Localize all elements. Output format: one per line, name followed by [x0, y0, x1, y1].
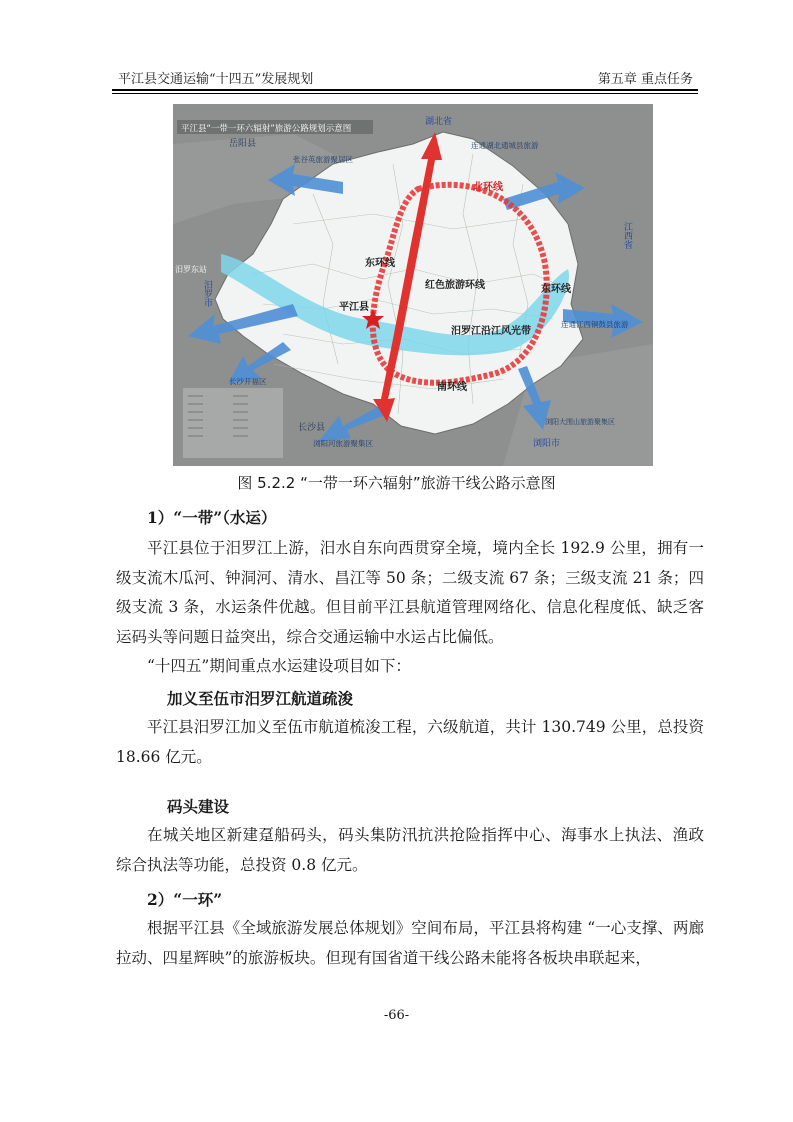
- header-doc-title: 平江县交通运输“十四五”发展规划: [118, 72, 314, 87]
- header-rule: [112, 89, 698, 91]
- section-heading-one-belt: 1）“一带”（水运）: [147, 508, 277, 527]
- label-donghuan-east: 东环线: [541, 284, 571, 295]
- paragraph-dredging: 平江县汨罗江加义至伍市航道梳浚工程，六级航道，共计 130.749 公里，总投资 18.66 亿元。: [116, 718, 704, 766]
- label-lian-jiangxi: 连通江西铜鼓县旅游: [561, 320, 629, 329]
- label-hubei: 湖北省: [425, 117, 453, 127]
- label-yueyang: 岳阳县: [229, 139, 257, 149]
- section-heading-one-ring: 2）“一环”: [147, 890, 223, 909]
- label-miluo-city: [202, 280, 213, 308]
- label-changsha-kaifu: 长沙开福区: [229, 377, 267, 386]
- paragraph-river-overview: 平江县位于汨罗江上游，汨水自东向西贯穿全境，境内全长 192.9 公里，拥有一级支流木瓜河、钟洞河、清水、昌江等 50 条；二级支流 67 条；三级支流 21 条；四级支流 3 条，水运条件优越。但目前平江县航道管理网络化、信息化程度低、缺乏客运码头等问题日益突出，综合交通运输中水运占比偏低。: [116, 539, 704, 646]
- subheading-wharf: 码头建设: [167, 797, 230, 816]
- svg-text:江西省: 江西省: [622, 222, 632, 249]
- paragraph-ring-planning: 根据平江县《全域旅游发展总体规划》空间布局，平江县将构建 “一心支撑、两廊拉动、四星辉映”的旅游板块。但现有国省道干线公路未能将各板块串联起来，: [116, 919, 704, 967]
- figure-caption: 图 5.2.2 “一带一环六辐射”旅游干线公路示意图: [237, 474, 556, 492]
- label-changsha-county: 长沙县: [298, 423, 326, 433]
- label-liuyang-city: 浏阳市: [533, 439, 561, 449]
- map-svg: [173, 104, 653, 466]
- page-header: [118, 66, 693, 88]
- svg-text:汨罗市: 汨罗市: [202, 280, 212, 307]
- header-chapter: 第五章 重点任务: [597, 72, 693, 87]
- label-red-ring: 红色旅游环线: [425, 280, 485, 291]
- subheading-dredging: 加义至伍市汨罗江航道疏浚: [167, 689, 354, 708]
- tourism-route-map: [173, 104, 653, 466]
- label-nanhuan: 南环线: [437, 382, 467, 393]
- header-rule-thin: [112, 93, 698, 94]
- paragraph-wharf: 在城关地区新建趸船码头，码头集防汛抗洪抢险指挥中心、海事水上执法、渔政综合执法等功能，总投资 0.8 亿元。: [116, 826, 704, 874]
- label-liuyang-gorge: 浏阳河旅游聚集区: [313, 439, 373, 448]
- label-liuyang-daweishan: 浏阳大围山旅游聚集区: [545, 418, 615, 426]
- label-miluo-belt: 汨罗江沿江风光带: [451, 326, 531, 337]
- label-pingjiang: 平江县: [339, 302, 369, 313]
- map-title: 平江县“一带一环六辐射”旅游公路规划示意图: [181, 124, 352, 134]
- label-zhangguying: 张谷英旅游聚居区: [293, 155, 353, 164]
- label-beihuan: 北环线: [473, 182, 503, 193]
- label-lian-hubei: 连通湖北通城县旅游: [471, 141, 539, 150]
- label-miluo-east: 汨罗东站: [175, 265, 207, 274]
- map-legend: [183, 388, 283, 458]
- label-jiangxi: [622, 222, 633, 250]
- paragraph-key-projects-intro: “十四五”期间重点水运建设项目如下：: [147, 657, 411, 675]
- label-donghuan-west: 东环线: [365, 258, 395, 269]
- page-number: -66-: [383, 1008, 410, 1023]
